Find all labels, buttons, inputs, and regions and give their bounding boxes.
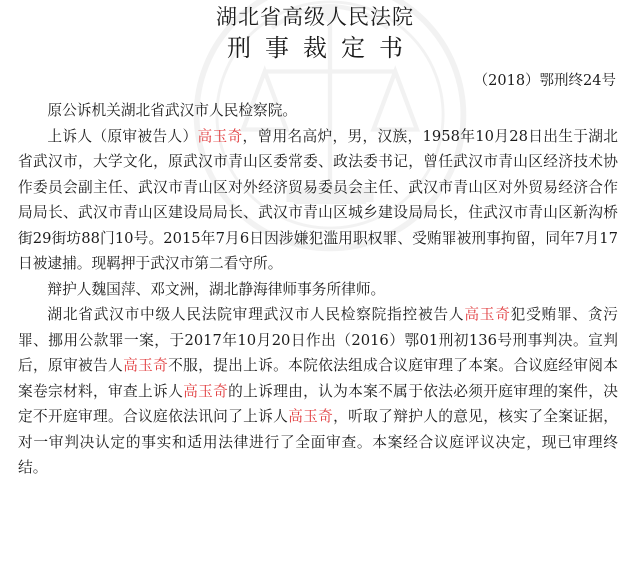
paragraph-text: 辩护人魏国萍、邓文洲，湖北静海律师事务所律师。 <box>47 280 386 298</box>
paragraph-text: 的上诉理由，认为本案不属于依法必须开庭审理的案件，决定不开庭审理。合议庭依法讯问了上诉人 <box>18 382 618 425</box>
paragraph <box>18 98 618 124</box>
court-name: 湖北省高级人民法院 <box>216 5 414 29</box>
paragraph <box>18 124 618 277</box>
defendant-name-highlight: 高玉奇 <box>288 408 334 425</box>
paragraph-text: 上诉人（原审被告人） <box>47 127 198 145</box>
paragraph <box>18 302 618 481</box>
paragraph-text: ，听取了辩护人的意见，核实了全案证据，对一审判决认定的事实和适用法律进行了全面审查。本案经合议庭评议决定，现已审理终结。 <box>18 408 618 476</box>
paragraph <box>18 277 618 303</box>
defendant-name-highlight: 高玉奇 <box>183 382 229 400</box>
paragraph-text: 犯受贿罪、贪污罪、挪用公款罪一案，于2017年10月20日作出（2016）鄂01刑初136号刑事判决。宣判后，原审被告人 <box>18 306 618 374</box>
defendant-name-highlight: 高玉奇 <box>123 357 169 374</box>
document-title: 刑事裁定书 <box>227 34 417 62</box>
paragraph-text: 湖北省武汉市中级人民法院审理武汉市人民检察院指控被告人 <box>47 306 465 323</box>
paragraph-text: ，曾用名高炉，男，汉族，1958年10月28日出生于湖北省武汉市，大学文化，原武汉市青山区委常委、政法委书记，曾任武汉市青山区经济技术协作委员会副主任、武汉市青山区对外经济贸易委员会主任、武汉市青山区对外贸易经济合作局局长、武汉市青山区建设局局长、武汉市青山区城乡建设局局长，住武汉市青山区新沟桥街29街坊88门10号。2015年7月6日因涉嫌犯滥用职权罪、受贿罪被刑事拘留，同年7月17日被逮捕。现羁押于武汉市第二看守所。 <box>18 127 618 272</box>
paragraph-text: 不服，提出上诉。本院依法组成合议庭审理了本案。合议庭经审阅本案卷宗材料，审查上诉人 <box>18 357 618 400</box>
document-body <box>18 98 618 481</box>
defendant-name-highlight: 高玉奇 <box>197 127 243 145</box>
paragraph-text: 原公诉机关湖北省武汉市人民检察院。 <box>47 102 298 119</box>
defendant-name-highlight: 高玉奇 <box>464 306 511 323</box>
case-number: （2018）鄂刑终24号 <box>473 73 616 89</box>
